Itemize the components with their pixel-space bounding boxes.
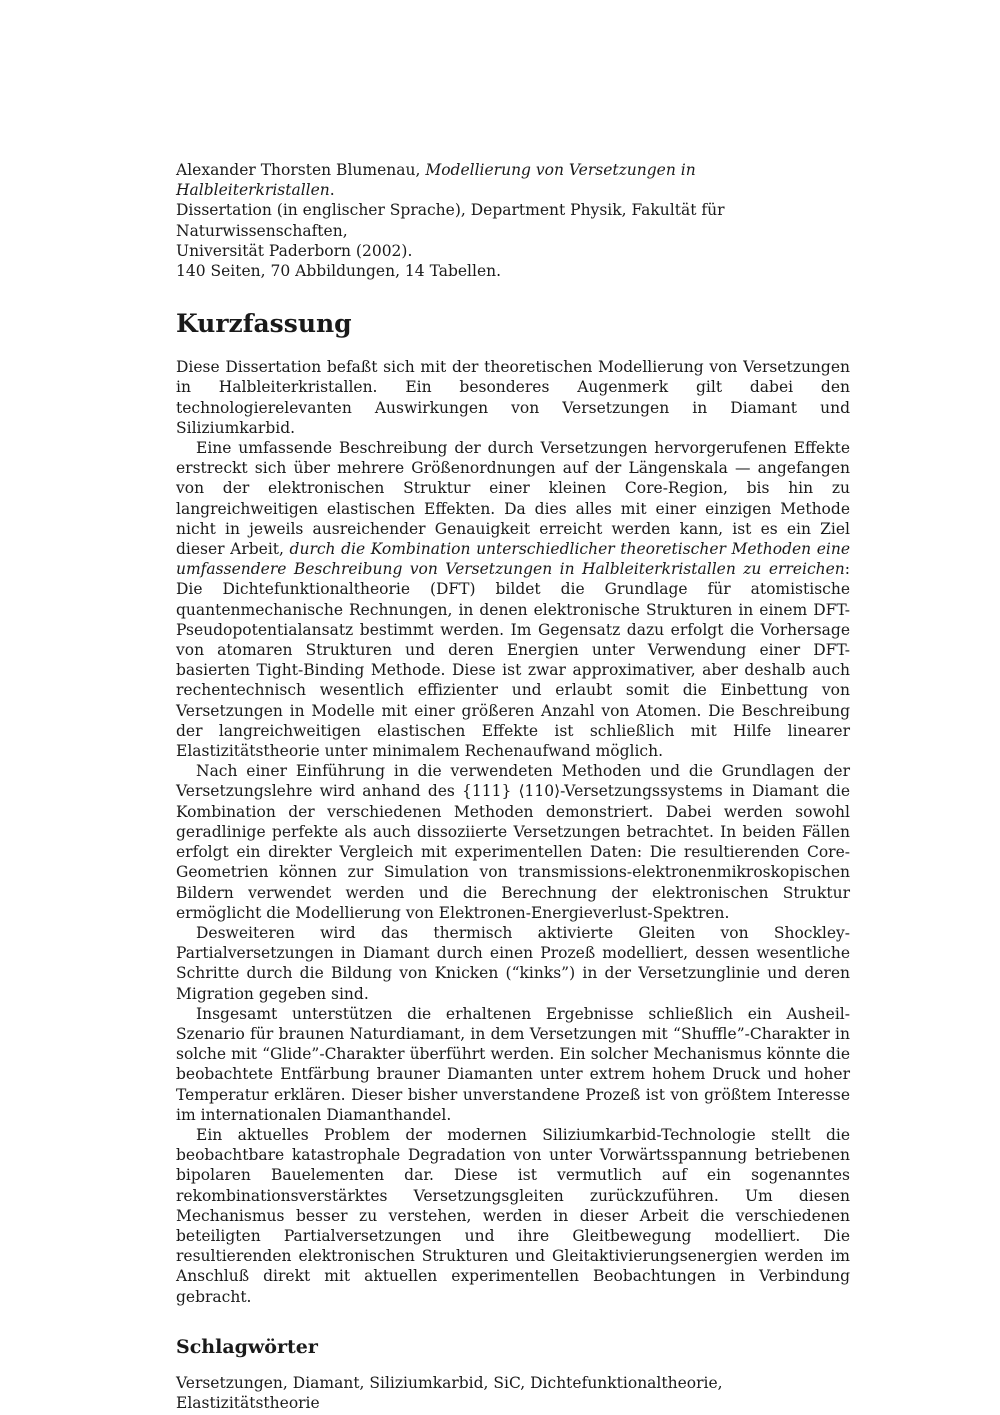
abstract-paragraph-6: Ein aktuelles Problem der modernen Siliziumkarbid-Technologie stellt die beobachtbare katastrophale Degradation von unter Vorwärtsspannung betriebenen bipolaren Bauelementen dar. Diese ist vermutlich auf ein sogenanntes rekombinationsverstärktes Versetzungsgleiten zurückzuführen. Um diesen Mechanismus besser zu verstehen, werden in dieser Arbeit die verschiedenen beteiligten Partialversetzungen und ihre Gleitbewegung modelliert. Die resultierenden elektronischen Strukturen und Gleitaktivierungsenergien werden im Anschluß direkt mit aktuellen experimentellen Beobachtungen in Verbindung gebracht.: [176, 1125, 850, 1306]
abstract-paragraph-5: Insgesamt unterstützen die erhaltenen Ergebnisse schließlich ein Ausheil-Szenario für braunen Naturdiamant, in dem Versetzungen mit “Shuffle”-Charakter in solche mit “Glide”-Charakter überführt werden. Ein solcher Mechanismus könnte die beobachtete Entfärbung brauner Diamanten unter extrem hohem Druck und hoher Temperatur erklären. Dieser bisher unverstandene Prozeß ist von größtem Interesse im internationalen Diamanthandel.: [176, 1004, 850, 1124]
abstract-heading: Kurzfassung: [176, 309, 352, 339]
keywords-heading: Schlagwörter: [176, 1335, 318, 1358]
abstract-body: [176, 357, 850, 1307]
dissertation-info: Dissertation (in englischer Sprache), Department Physik, Fakultät für Naturwissenschaften,: [176, 201, 725, 240]
bibliographic-header: [176, 160, 850, 281]
author: Alexander Thorsten Blumenau,: [176, 161, 421, 179]
university: Universität Paderborn (2002).: [176, 241, 413, 260]
abstract-paragraph-1: Diese Dissertation befaßt sich mit der theoretischen Modellierung von Versetzungen in Halbleiterkristallen. Ein besonderes Augenmerk gilt dabei den technologierelevanten Auswirkungen von Versetzungen in Diamant und Siliziumkarbid.: [176, 358, 850, 437]
thesis-title: Modellierung von Versetzungen in Halbleiterkristallen: [176, 161, 696, 200]
abstract-paragraph-3: Nach einer Einführung in die verwendeten Methoden und die Grundlagen der Versetzungslehre wird anhand des {111} ⟨110⟩-Versetzungssystems in Diamant die Kombination der verschiedenen Methoden demonstriert. Dabei werden sowohl geradlinige perfekte als auch dissoziierte Versetzungen betrachtet. In beiden Fällen erfolgt ein direkter Vergleich mit experimentellen Daten: Die resultierenden Core-Geometrien können zur Simulation von transmissions-elektronenmikroskopischen Bildern verwendet werden und die Berechnung der elektronischen Struktur ermöglicht die Modellierung von Elektronen-Energieverlust-Spektren.: [176, 762, 850, 922]
keywords-list: Versetzungen, Diamant, Siliziumkarbid, SiC, Dichtefunktionaltheorie, Elastizitätstheorie: [176, 1373, 723, 1412]
abstract-paragraph-4: Desweiteren wird das thermisch aktivierte Gleiten von Shockley-Partialversetzungen in Diamant durch einen Prozeß modelliert, dessen wesentliche Schritte durch die Bildung von Knicken (“kinks”) in der Versetzunglinie und deren Migration gegeben sind.: [176, 923, 850, 1003]
document-page: [176, 160, 850, 1413]
page-count: 140 Seiten, 70 Abbildungen, 14 Tabellen.: [176, 262, 502, 281]
author-title-line: Alexander Thorsten Blumenau, Modellierung von Versetzungen in Halbleiterkristallen.: [176, 161, 696, 200]
abstract-paragraph-2: Eine umfassende Beschreibung der durch Versetzungen hervorgerufenen Effekte erstreckt sich über mehrere Größenordnungen auf der Längenskala — angefangen von der elektronischen Struktur einer kleinen Core-Region, bis hin zu langreichweitigen elastischen Effekten. Da dies alles mit einer einzigen Methode nicht in jeweils ausreichender Genauigkeit erreicht werden kann, ist es ein Ziel dieser Arbeit, durch die Kombination unterschiedlicher theoretischer Methoden eine umfassendere Beschreibung von Versetzungen in Halbleiterkristallen zu erreichen: Die Dichtefunktionaltheorie (DFT) bildet die Grundlage für atomistische quantenmechanische Rechnungen, in denen elektronische Strukturen in einem DFT-Pseudopotentialansatz bestimmt werden. Im Gegensatz dazu erfolgt die Vorhersage von atomaren Strukturen und deren Energien unter Verwendung einer DFT-basierten Tight-Binding Methode. Diese ist zwar approximativer, aber deshalb auch rechentechnisch wesentlich effizienter und erlaubt somit die Einbettung von Versetzungen in Modelle mit einer größeren Anzahl von Atomen. Die Beschreibung der langreichweitigen elastischen Effekte ist schließlich mit Hilfe linearer Elastizitätstheorie unter minimalem Rechenaufwand möglich.: [176, 439, 850, 761]
